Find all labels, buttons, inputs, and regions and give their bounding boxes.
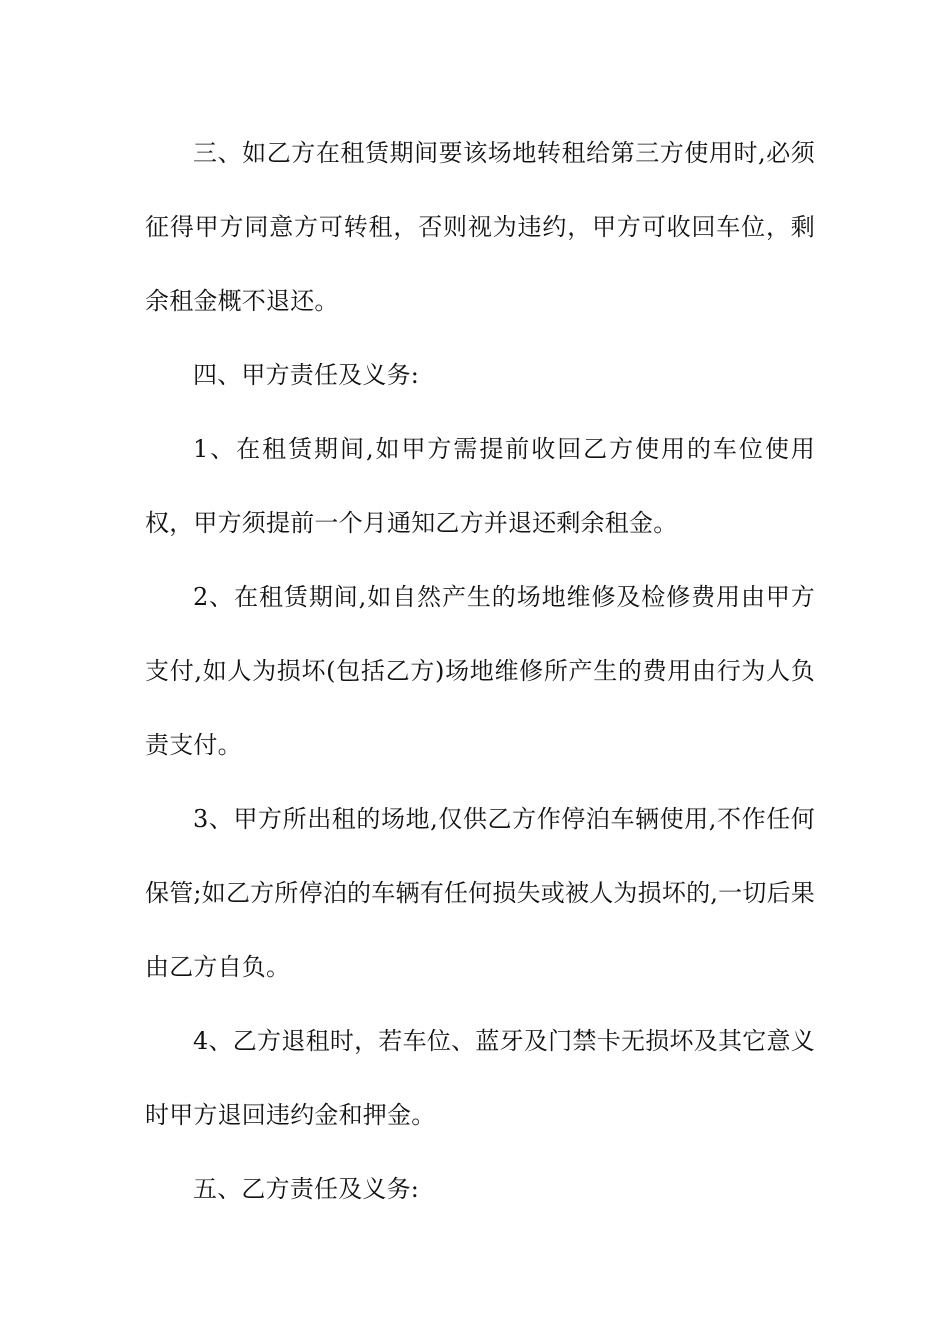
section-4-item-1: 1、在租赁期间,如甲方需提前收回乙方使用的车位使用权，甲方须提前一个月通知乙方并退还剩余租金。 [145, 435, 815, 537]
section-4-heading: 四、甲方责任及义务: [193, 361, 420, 389]
section-5-heading: 五、乙方责任及义务: [193, 1175, 420, 1203]
document-body [145, 116, 815, 1226]
clause-3-paragraph: 三、如乙方在租赁期间要该场地转租给第三方使用时,必须征得甲方同意方可转租，否则视为违约，甲方可收回车位，剩余租金概不退还。 [145, 139, 815, 315]
section-4-item-2: 2、在租赁期间,如自然产生的场地维修及检修费用由甲方支付,如人为损坏(包括乙方)场地维修所产生的费用由行为人负责支付。 [145, 583, 815, 759]
section-4-item-4: 4、乙方退租时，若车位、蓝牙及门禁卡无损坏及其它意义时甲方退回违约金和押金。 [145, 1027, 815, 1129]
section-4-item-3: 3、甲方所出租的场地,仅供乙方作停泊车辆使用,不作任何保管;如乙方所停泊的车辆有任何损失或被人为损坏的,一切后果由乙方自负。 [145, 805, 815, 981]
